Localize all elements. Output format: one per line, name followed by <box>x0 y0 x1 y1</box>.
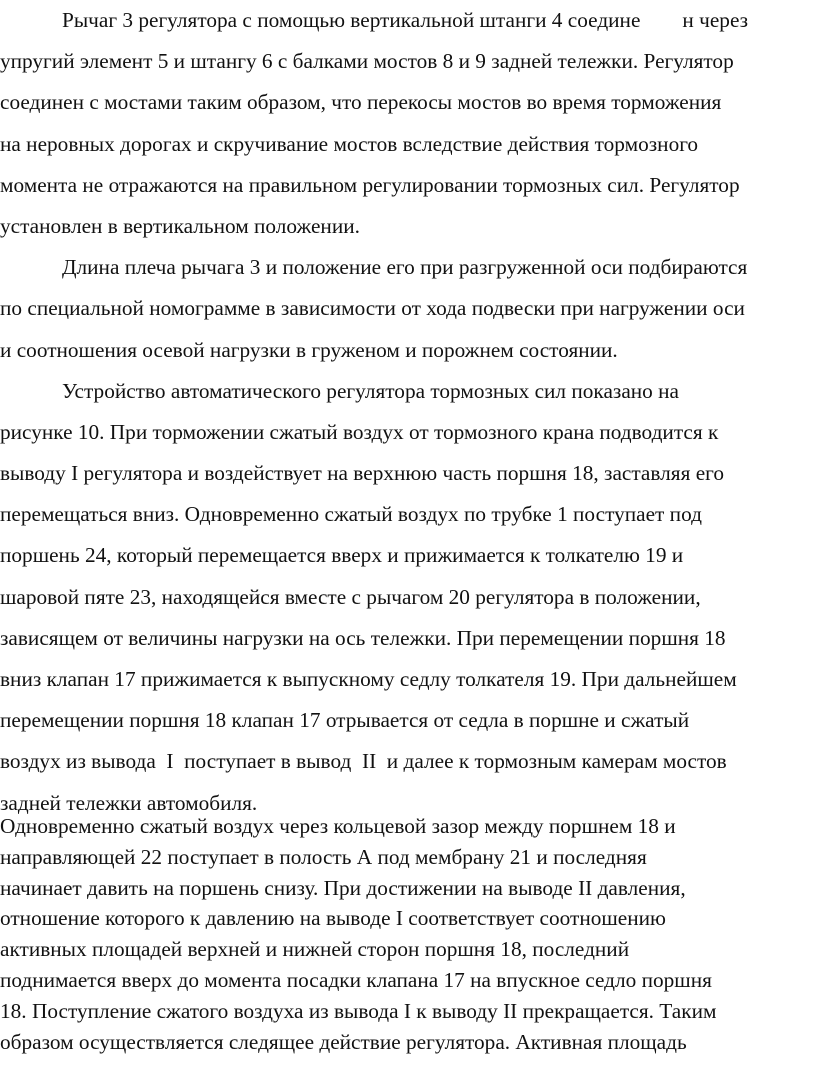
text-line: установлен в вертикальном положении. <box>0 213 360 238</box>
text-line: выводу I регулятора и воздействует на верхнюю часть поршня 18, заставляя его <box>0 461 725 486</box>
text-line: направляющей 22 поступает в полость А под мембрану 21 и последняя <box>0 844 647 869</box>
text-line: Одновременно сжатый воздух через кольцевой зазор между поршнем 18 и <box>0 814 676 838</box>
text-line: отношение которого к давлению на выводе I соответствует соотношению <box>0 906 666 931</box>
paragraph-1 <box>0 0 816 247</box>
text-line: зависящем от величины нагрузки на ось тележки. При перемещении поршня 18 <box>0 625 726 650</box>
text-line: 18. Поступление сжатого воздуха из вывода I к выводу II прекращается. Таким <box>0 998 717 1023</box>
text-line: шаровой пяте 23, находящейся вместе с рычагом 20 регулятора в положении, <box>0 584 701 609</box>
text-line: перемещении поршня 18 клапан 17 отрывается от седла в поршне и сжатый <box>0 708 690 733</box>
text-line: образом осуществляется следящее действие регулятора. Активная площадь <box>0 1029 687 1054</box>
paragraph-4 <box>0 811 816 1057</box>
text-line: начинает давить на поршень снизу. При достижении на выводе II давления, <box>0 875 686 900</box>
text-line: рисунке 10. При торможении сжатый воздух от тормозного крана подводится к <box>0 419 719 444</box>
text-fragment: н через <box>682 8 749 32</box>
text-line: задней тележки автомобиля. <box>0 790 258 815</box>
paragraph-2 <box>0 247 816 371</box>
text-line <box>0 0 816 41</box>
text-line: поднимается вверх до момента посадки клапана 17 на впускное седло поршня <box>0 967 712 992</box>
text-line: на неровных дорогах и скручивание мостов вследствие действия тормозного <box>0 131 699 156</box>
text-line: по специальной номограмме в зависимости от хода подвески при нагружении оси <box>0 296 745 321</box>
text-line: соединен с мостами таким образом, что перекосы мостов во время торможения <box>0 90 722 115</box>
text-line: Устройство автоматического регулятора тормозных сил показано на <box>62 378 679 403</box>
text-line: активных площадей верхней и нижней сторон поршня 18, последний <box>0 937 630 962</box>
paragraph-3 <box>0 371 816 824</box>
text-fragment: Рычаг 3 регулятора с помощью вертикальной штанги 4 соедине <box>62 8 641 32</box>
text-line: упругий элемент 5 и штангу 6 с балками мостов 8 и 9 задней тележки. Регулятор <box>0 49 734 74</box>
continuation-text-block <box>0 811 816 1057</box>
text-line: поршень 24, который перемещается вверх и прижимается к толкателю 19 и <box>0 543 684 568</box>
text-line: вниз клапан 17 прижимается к выпускному седлу толкателя 19. При дальнейшем <box>0 667 737 691</box>
text-line: Длина плеча рычага 3 и положение его при разгруженной оси подбираются <box>62 255 748 280</box>
text-line: момента не отражаются на правильном регулировании тормозных сил. Регулятор <box>0 172 740 197</box>
text-line: воздух из вывода I поступает в вывод II и далее к тормозным камерам мостов <box>0 749 727 774</box>
text-line: и соотношения осевой нагрузки в груженом и порожнем состоянии. <box>0 337 618 362</box>
text-line: перемещаться вниз. Одновременно сжатый воздух по трубке 1 поступает под <box>0 502 702 527</box>
